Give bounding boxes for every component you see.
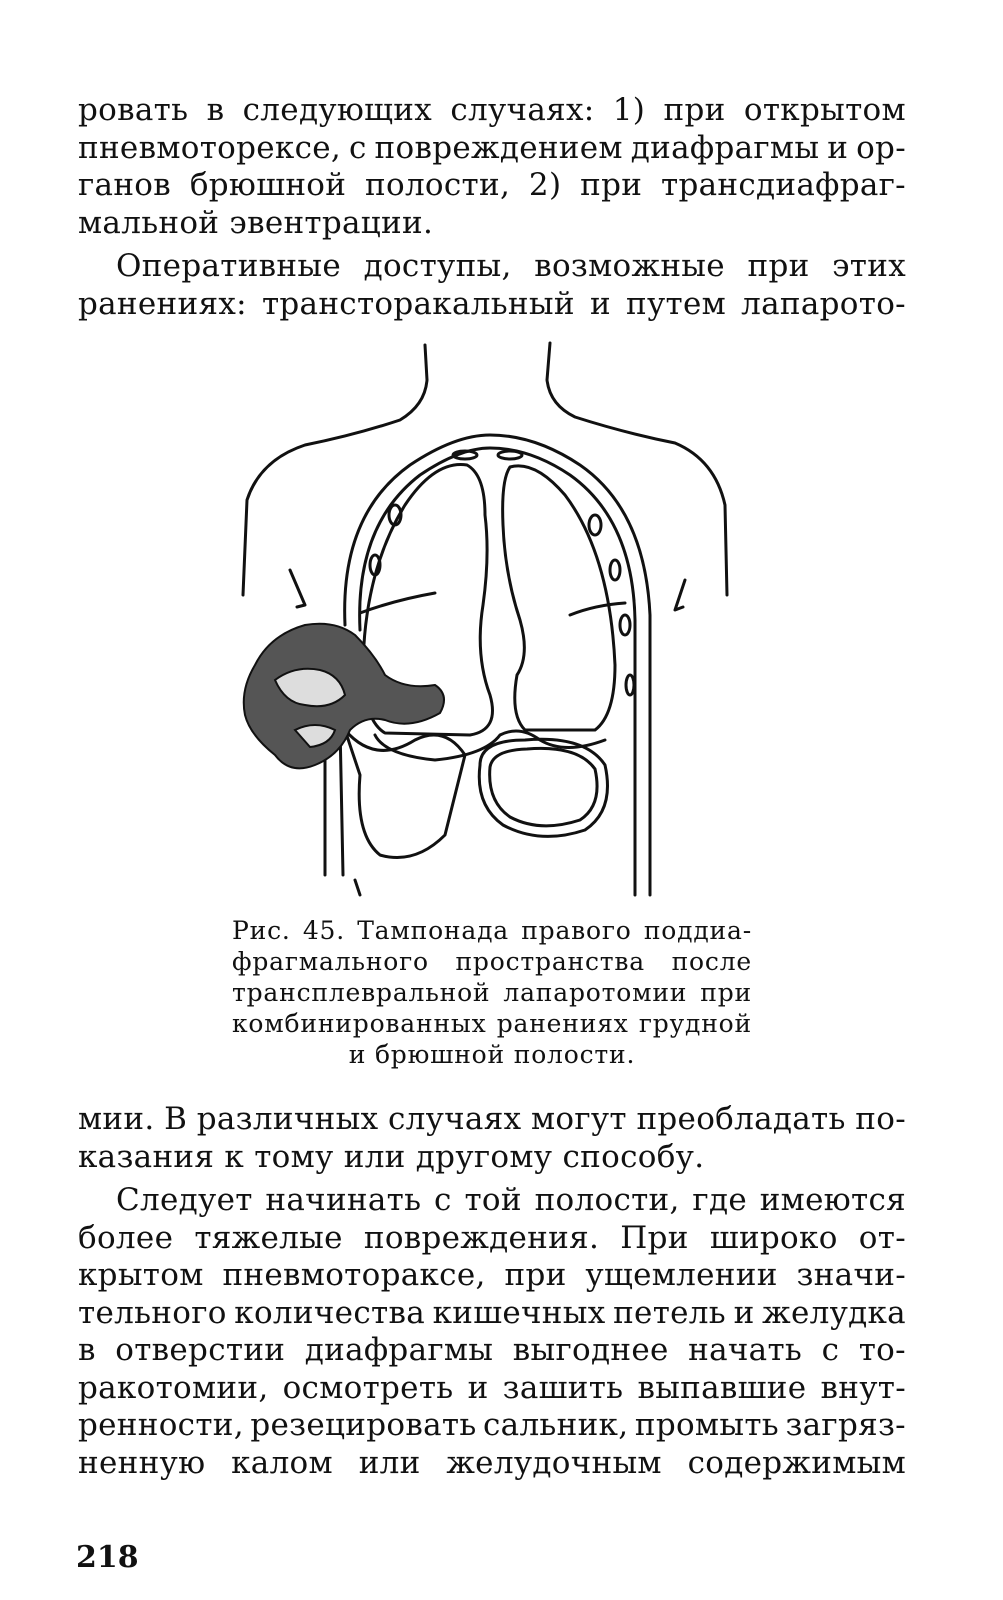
word: В [164, 1101, 188, 1137]
word: при [747, 248, 810, 284]
text-line [78, 1407, 906, 1445]
word: правого [521, 916, 632, 945]
word: доступы, [363, 248, 512, 284]
word: отверстии [115, 1332, 286, 1368]
word: этих [832, 248, 906, 284]
word: комбинированных [232, 1009, 487, 1038]
text-top [78, 92, 906, 323]
word: ранениях [496, 1009, 629, 1038]
word: полости, [365, 167, 511, 203]
word: желудочным [446, 1444, 662, 1481]
text-line [78, 130, 906, 168]
word: мии. [78, 1101, 155, 1137]
word: резецировать [250, 1407, 477, 1443]
text-line [78, 1101, 906, 1139]
word: от- [858, 1219, 906, 1256]
word: ганов [78, 167, 172, 203]
word: зашить [502, 1369, 624, 1406]
word: 1) [612, 92, 646, 128]
word: тельного [78, 1294, 227, 1331]
word: и [467, 1369, 489, 1406]
word: могут [530, 1101, 627, 1137]
word: и [589, 285, 611, 322]
text-line [78, 1295, 906, 1333]
word: то- [858, 1332, 906, 1368]
word: после [671, 947, 752, 976]
text-line: мальной эвентрации. [78, 204, 434, 241]
thorax-diagram [235, 335, 755, 905]
word: при [663, 92, 726, 128]
word: и [827, 129, 849, 166]
text-line [78, 1257, 906, 1295]
word: путем [626, 285, 727, 322]
word: лапаротомии [503, 978, 688, 1007]
word: ровать [78, 92, 189, 128]
caption-line [232, 1008, 752, 1039]
text-line [78, 248, 906, 286]
word: преобладать [636, 1101, 846, 1137]
word: грудной [638, 1009, 752, 1038]
word: ненную [78, 1444, 206, 1481]
text-line [78, 1220, 906, 1258]
word: при [700, 978, 752, 1007]
text-line [78, 1445, 906, 1483]
word: начинать [265, 1182, 422, 1218]
text-line [78, 92, 906, 130]
word: ранениях: [78, 285, 247, 322]
word: сальник, [483, 1407, 629, 1443]
word: петель [613, 1294, 726, 1331]
figure-caption [232, 915, 752, 1070]
word: При [620, 1219, 689, 1256]
word: диафрагмы [304, 1332, 494, 1368]
word: пространства [455, 947, 646, 976]
word: и [733, 1294, 755, 1331]
word: желудка [762, 1294, 906, 1331]
word: более [78, 1219, 174, 1256]
word: загряз- [785, 1407, 906, 1443]
word: пневмоторексе, [78, 129, 342, 166]
text-line [78, 167, 906, 205]
word: значи- [796, 1257, 906, 1293]
word: повреждением [374, 129, 623, 166]
word: трансдиафраг- [661, 167, 906, 203]
word: тяжелые [194, 1219, 343, 1256]
word: или [358, 1444, 421, 1481]
word: в [206, 92, 225, 128]
word: Следует [116, 1182, 253, 1218]
text-line [78, 1332, 906, 1370]
word: лапарото- [741, 285, 906, 322]
word: широко [709, 1219, 838, 1256]
page-number: 218 [76, 1540, 139, 1575]
word: возможные [534, 248, 725, 284]
word: осмотреть [282, 1369, 454, 1406]
word: Тампонада [357, 916, 509, 945]
word: той [464, 1182, 522, 1218]
word: по- [855, 1101, 906, 1137]
word: крытом [78, 1257, 204, 1293]
word: начать [688, 1332, 803, 1368]
word: трансторакальный [261, 285, 575, 322]
word: ор- [856, 129, 906, 166]
word: пневмотораксе, [222, 1257, 486, 1293]
text-line: казания к тому или другому способу. [78, 1138, 705, 1175]
word: выпавшие [637, 1369, 807, 1406]
word: ущемлении [585, 1257, 778, 1293]
word: промыть [634, 1407, 779, 1443]
word: Оперативные [116, 248, 341, 284]
caption-line [232, 977, 752, 1008]
caption-line: и брюшной полости. [348, 1040, 636, 1069]
word: полости, [534, 1182, 680, 1218]
word: фрагмального [232, 947, 429, 976]
word: при [504, 1257, 567, 1293]
word: повреждения. [363, 1219, 600, 1256]
text-line [78, 1370, 906, 1408]
word: брюшной [189, 167, 347, 203]
word: с [434, 1182, 452, 1218]
word: внут- [820, 1369, 906, 1406]
word: количества [234, 1294, 425, 1331]
word: ракотомии, [78, 1369, 269, 1406]
word: трансплевральной [232, 978, 491, 1007]
word: случаях: [450, 92, 595, 128]
word: с [348, 129, 367, 166]
word: в [78, 1332, 96, 1368]
word: поддиа- [643, 916, 752, 945]
word: ренности, [78, 1407, 244, 1443]
text-bottom [78, 1101, 906, 1482]
word: открытом [743, 92, 906, 128]
word: 2) [528, 167, 562, 203]
word: где [692, 1182, 747, 1218]
word: выгоднее [512, 1332, 669, 1368]
word: 45. [302, 916, 345, 945]
word: при [580, 167, 643, 203]
word: кишечных [432, 1294, 606, 1331]
caption-line [232, 946, 752, 977]
word: имеются [759, 1182, 906, 1218]
word: случаях [387, 1101, 522, 1137]
word: калом [231, 1444, 333, 1481]
text-line [78, 286, 906, 324]
word: с [821, 1332, 840, 1368]
word: Рис. [232, 916, 291, 945]
word: диафрагмы [630, 129, 820, 166]
word: следующих [242, 92, 433, 128]
anatomical-illustration [235, 335, 755, 905]
word: содержимым [687, 1444, 906, 1481]
text-line [78, 1182, 906, 1220]
caption-line [232, 915, 752, 946]
word: различных [196, 1101, 379, 1137]
